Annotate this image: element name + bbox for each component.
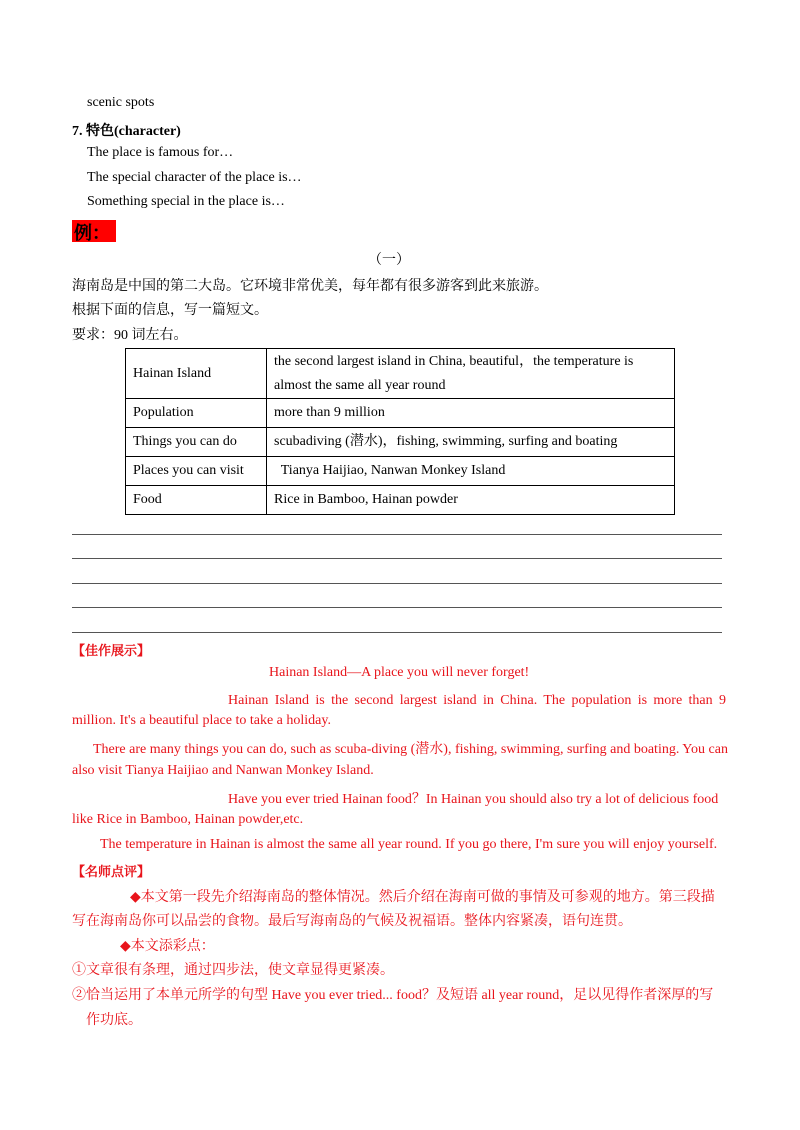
table-cell-label: Things you can do <box>126 428 267 457</box>
essay-title: Hainan Island—A place you will never forget! <box>269 665 530 680</box>
prompt-line-3: 要求：90 词左右。 <box>72 328 188 343</box>
essay-p3-line2: like Rice in Bamboo, Hainan powder,etc. <box>72 812 304 827</box>
comment-4-line2: 作功底。 <box>86 1013 142 1028</box>
table-row <box>126 399 675 428</box>
comment-4-line1: ②恰当运用了本单元所学的句型 Have you ever tried... food？及短语 all year round，足以见得作者深厚的写 <box>72 988 714 1003</box>
info-table <box>125 348 675 515</box>
table-cell-value: Rice in Bamboo, Hainan powder <box>267 486 675 515</box>
table-cell-value: Tianya Haijiao, Nanwan Monkey Island <box>267 457 675 486</box>
table-cell-value: more than 9 million <box>267 399 675 428</box>
table-row <box>126 349 675 399</box>
comment-1-line1: ◆本文第一段先介绍海南岛的整体情况。然后介绍在海南可做的事情及可参观的地方。第三段描 <box>130 890 715 905</box>
comment-3: ①文章很有条理，通过四步法，使文章显得更紧凑。 <box>72 963 394 978</box>
table-row <box>126 428 675 457</box>
writing-line <box>72 632 722 633</box>
table-cell-value-line: the second largest island in China, beautiful，the temperature is <box>274 353 634 369</box>
writing-line <box>72 607 722 608</box>
example-label-highlight <box>72 220 116 242</box>
prompt-line-2: 根据下面的信息，写一篇短文。 <box>72 303 268 318</box>
writing-line <box>72 534 722 535</box>
table-cell-label: Hainan Island <box>126 349 267 399</box>
table-cell-value: scubadiving (潜水)，fishing, swimming, surfing and boating <box>267 428 675 457</box>
table-row <box>126 457 675 486</box>
essay-p2-line1: There are many things you can do, such as scuba-diving (潜水), fishing, swimming, surfing and boating. You can <box>93 742 728 757</box>
essay-p2-line2: also visit Tianya Haijiao and Nanwan Monkey Island. <box>72 763 374 778</box>
essay-p1-line1: Hainan Island is the second largest island in China. The population is more than 9 <box>228 693 726 708</box>
scenic-spots-text: scenic spots <box>87 95 155 110</box>
writing-line <box>72 558 722 559</box>
comment-heading: 【名师点评】 <box>72 865 151 880</box>
section-number: （一） <box>368 253 410 268</box>
table-cell-label: Population <box>126 399 267 428</box>
essay-p3-line1: Have you ever tried Hainan food？In Hainan you should also try a lot of delicious food <box>228 792 719 807</box>
sample-heading: 【佳作展示】 <box>72 644 151 659</box>
table-row <box>126 486 675 515</box>
section-7-heading: 7. 特色(character) <box>72 124 181 139</box>
phrase-something-special: Something special in the place is… <box>87 194 285 209</box>
table-cell-label: Food <box>126 486 267 515</box>
phrase-special-character: The special character of the place is… <box>87 170 302 185</box>
phrase-famous-for: The place is famous for… <box>87 145 234 160</box>
comment-2: ◆本文添彩点： <box>120 939 215 954</box>
prompt-line-1: 海南岛是中国的第二大岛。它环境非常优美，每年都有很多游客到此来旅游。 <box>72 279 548 294</box>
table-cell-value-line: almost the same all year round <box>274 377 446 393</box>
table-cell-label: Places you can visit <box>126 457 267 486</box>
essay-p4: The temperature in Hainan is almost the same all year round. If you go there, I'm sure you will enjoy yourself. <box>100 837 718 852</box>
comment-1-line2: 写在海南岛你可以品尝的食物。最后写海南岛的气候及祝福语。整体内容紧凑，语句连贯。 <box>72 914 632 929</box>
table-cell-value <box>267 349 675 399</box>
writing-line <box>72 583 722 584</box>
example-label: 例： <box>74 223 110 244</box>
essay-p1-line2: million. It's a beautiful place to take a holiday. <box>72 713 331 728</box>
